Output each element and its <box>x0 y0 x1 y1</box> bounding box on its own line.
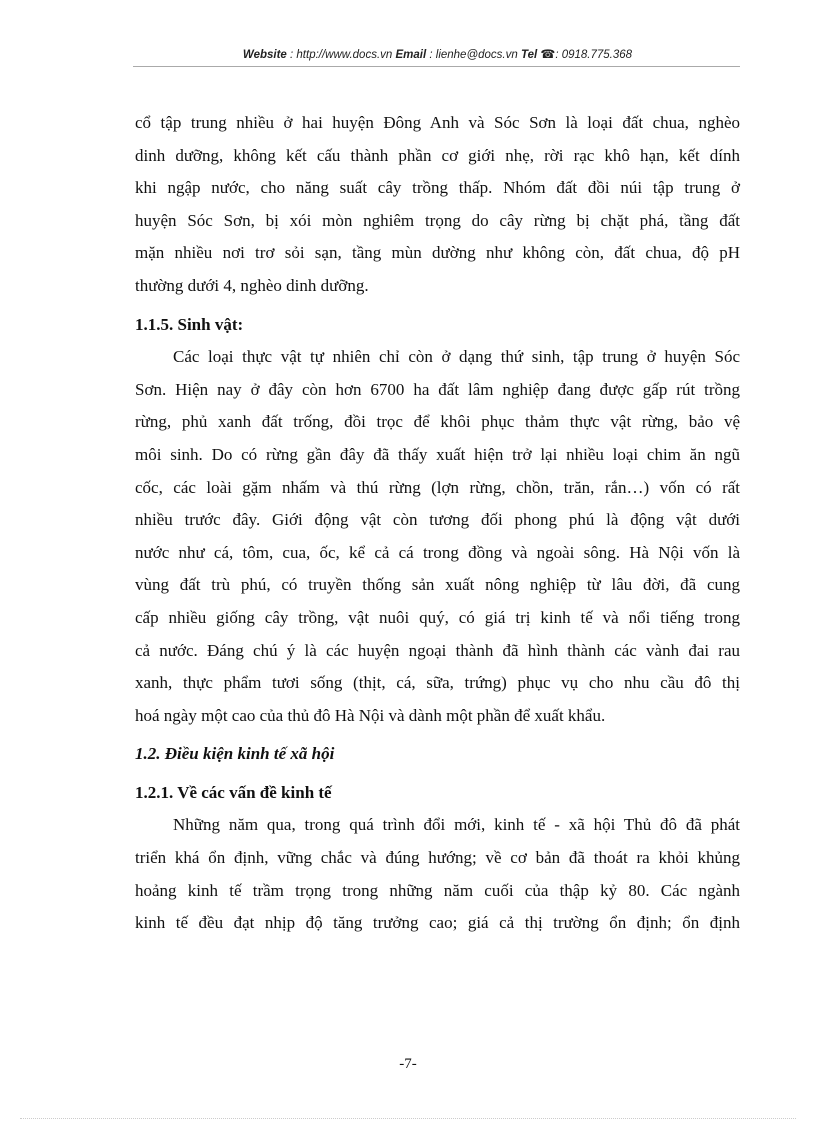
text-line: cấp nhiều giống cây trồng, vật nuôi quý, có giá trị kinh tế và nổi tiếng trong <box>135 607 740 627</box>
page-bottom-edge <box>20 1118 796 1119</box>
paragraph-biology <box>135 341 740 732</box>
header-divider <box>133 66 740 67</box>
email-value: : lienhe@docs.vn <box>429 49 518 61</box>
text-line: triển khá ổn định, vững chắc và đúng hướng; về cơ bản đã thoát ra khỏi khủng <box>135 848 740 868</box>
text-line: mặn nhiều nơi trơ sỏi sạn, tầng mùn dường như không còn, đất chua, độ pH <box>135 243 740 263</box>
text-line: huyện Sóc Sơn, bị xói mòn nghiêm trọng do cây rừng bị chặt phá, tầng đất <box>135 210 740 230</box>
website-label: Website <box>242 49 287 61</box>
text-line: cả nước. Đáng chú ý là các huyện ngoại thành đã hình thành các vành đai rau <box>135 640 740 660</box>
text-line: nước như cá, tôm, cua, ốc, kể cả cá trong đồng và ngoài sông. Hà Nội vốn là <box>135 542 740 562</box>
text-line: hoảng kinh tế trầm trọng trong những năm cuối của thập kỷ 80. Các ngành <box>135 880 740 900</box>
tel-value: : 0918.775.368 <box>555 49 633 61</box>
section-heading-sinh-vat: 1.1.5. Sinh vật: <box>135 314 244 334</box>
website-value: : http://www.docs.vn <box>290 49 393 61</box>
text-line: rừng, phủ xanh đất trống, đồi trọc để khôi phục thảm thực vật rừng, bảo vệ <box>135 412 740 432</box>
tel-label: Tel <box>520 49 538 61</box>
phone-icon: ☎ <box>540 47 556 61</box>
text-line: nhiều trước đây. Giới động vật còn tương đối phong phú là động vật dưới <box>135 510 740 530</box>
text-line: cổ tập trung nhiều ở hai huyện Đông Anh và Sóc Sơn là loại đất chua, nghèo <box>135 113 740 132</box>
text-line: Sơn. Hiện nay ở đây còn hơn 6700 ha đất lâm nghiệp đang được gấp rút trồng <box>135 379 740 399</box>
page-number: -7- <box>399 1056 417 1072</box>
email-label: Email <box>395 49 427 61</box>
text-line: cốc, các loài gặm nhấm và thú rừng (lợn rừng, chồn, trăn, rắn…) vốn có rất <box>135 477 740 497</box>
text-line: kinh tế đều đạt nhịp độ tăng trưởng cao; giá cả thị trường ổn định; ổn định <box>135 913 740 933</box>
text-line: xanh, thực phẩm tươi sống (thịt, cá, sữa, trứng) phục vụ cho nhu cầu đô thị <box>135 673 740 693</box>
text-line: hoá ngày một cao của thủ đô Hà Nội và dành một phần để xuất khẩu. <box>135 705 606 725</box>
text-line: khi ngập nước, cho năng suất cây trồng thấp. Nhóm đất đồi núi tập trung ở <box>135 178 740 198</box>
text-line: Những năm qua, trong quá trình đổi mới, kinh tế - xã hội Thủ đô đã phát <box>173 815 740 835</box>
section-heading-economy-society: 1.2. Điều kiện kinh tế xã hội <box>135 744 335 764</box>
text-line: thường dưới 4, nghèo dinh dưỡng. <box>135 275 369 295</box>
text-line: dinh dưỡng, không kết cấu thành phần cơ giới nhẹ, rời rạc khô hạn, kết dính <box>135 145 740 165</box>
text-line: Các loại thực vật tự nhiên chỉ còn ở dạng thứ sinh, tập trung ở huyện Sóc <box>173 347 740 367</box>
text-line: môi sinh. Do có rừng gần đây đã thấy xuất hiện trở lại nhiều loại chim ăn ngũ <box>135 444 740 464</box>
paragraph-economy <box>135 809 740 939</box>
section-heading-economic-issues: 1.2.1. Về các vấn đề kinh tế <box>135 782 332 802</box>
page-body <box>135 107 740 940</box>
page-header <box>135 47 740 61</box>
paragraph-soil <box>135 107 740 303</box>
text-line: vùng đất trù phú, có truyền thống sản xuất nông nghiệp từ lâu đời, đã cung <box>135 575 740 595</box>
